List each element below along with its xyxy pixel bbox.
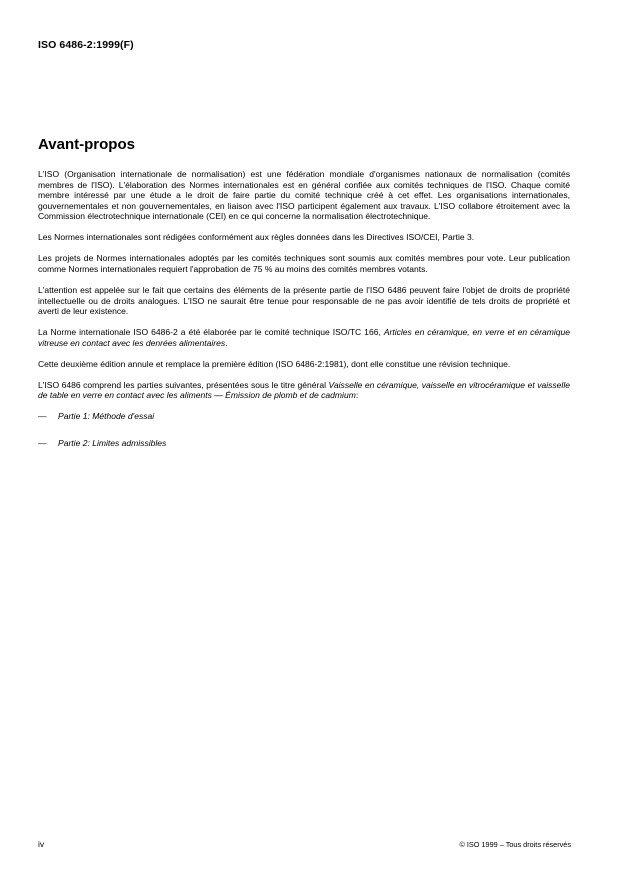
list-item [38,411,570,422]
document-id-header: ISO 6486-2:1999(F) [38,39,134,51]
tc-text: La Norme internationale ISO 6486-2 a été élaborée par le comité technique ISO/TC 166, [38,327,384,338]
page-number: iv [38,839,45,849]
list-item-text: Partie 1: Méthode d'essai [58,411,155,422]
list-dash: — [38,411,47,422]
page-title: Avant-propos [38,136,135,153]
parts-general-title: Vaisselle en céramique, vaisselle en vitrocéramique et vaisselle de table en verre en contact avec les aliments — Émission de plomb et de cadmium [38,379,570,401]
paragraph-parts [38,380,570,401]
paragraph-technical-committee [38,327,570,348]
list-item [38,438,570,449]
list-dash: — [38,438,47,449]
paragraph-draft-standards: Les projets de Normes internationales adoptés par les comités techniques sont soumis aux comités membres pour vote. Leur publication comme Normes internationales requiert l'approbation de 75 % au moins des comités membres votants. [38,253,570,274]
paragraph-iso-organisation: L'ISO (Organisation internationale de normalisation) est une fédération mondiale d'organismes nationaux de normalisation (comités membres de l'ISO). L'élaboration des Normes internationales est en général confiée aux comités techniques de l'ISO. Chaque comité membre intéressé par une étude a le droit de faire partie du comité technique créé à cet effet. Les organisations internationales, gouvernementales et non gouvernementales, en liaison avec l'ISO participent également aux travaux. L'ISO collabore étroitement avec la Commission électrotechnique internationale (CEI) en ce qui concerne la normalisation électrotechnique. [38,169,570,222]
paragraph-patent-rights: L'attention est appelée sur le fait que certains des éléments de la présente partie de l'ISO 6486 peuvent faire l'objet de droits de propriété intellectuelle ou de droits analogues. L'ISO ne saurait être tenue pour responsable de ne pas avoir identifié de tels droits de propriété et averti de leur existence. [38,284,570,317]
parts-text: L'ISO 6486 comprend les parties suivantes, présentées sous le titre général [38,379,329,390]
tc-title: Articles en céramique, en verre et en céramique vitreuse en contact avec les denrées alimentaires [38,327,570,348]
paragraph-directives: Les Normes internationales sont rédigées conformément aux règles données dans les Directives ISO/CEI, Partie 3. [38,232,475,243]
parts-end: : [355,390,359,401]
list-item-text: Partie 2: Limites admissibles [58,438,167,449]
tc-end: . [225,337,228,348]
paragraph-edition: Cette deuxième édition annule et remplace la première édition (ISO 6486-2:1981), dont elle constitue une révision technique. [38,358,511,369]
copyright-notice: © ISO 1999 – Tous droits réservés [459,840,571,849]
foreword-body [38,169,570,465]
